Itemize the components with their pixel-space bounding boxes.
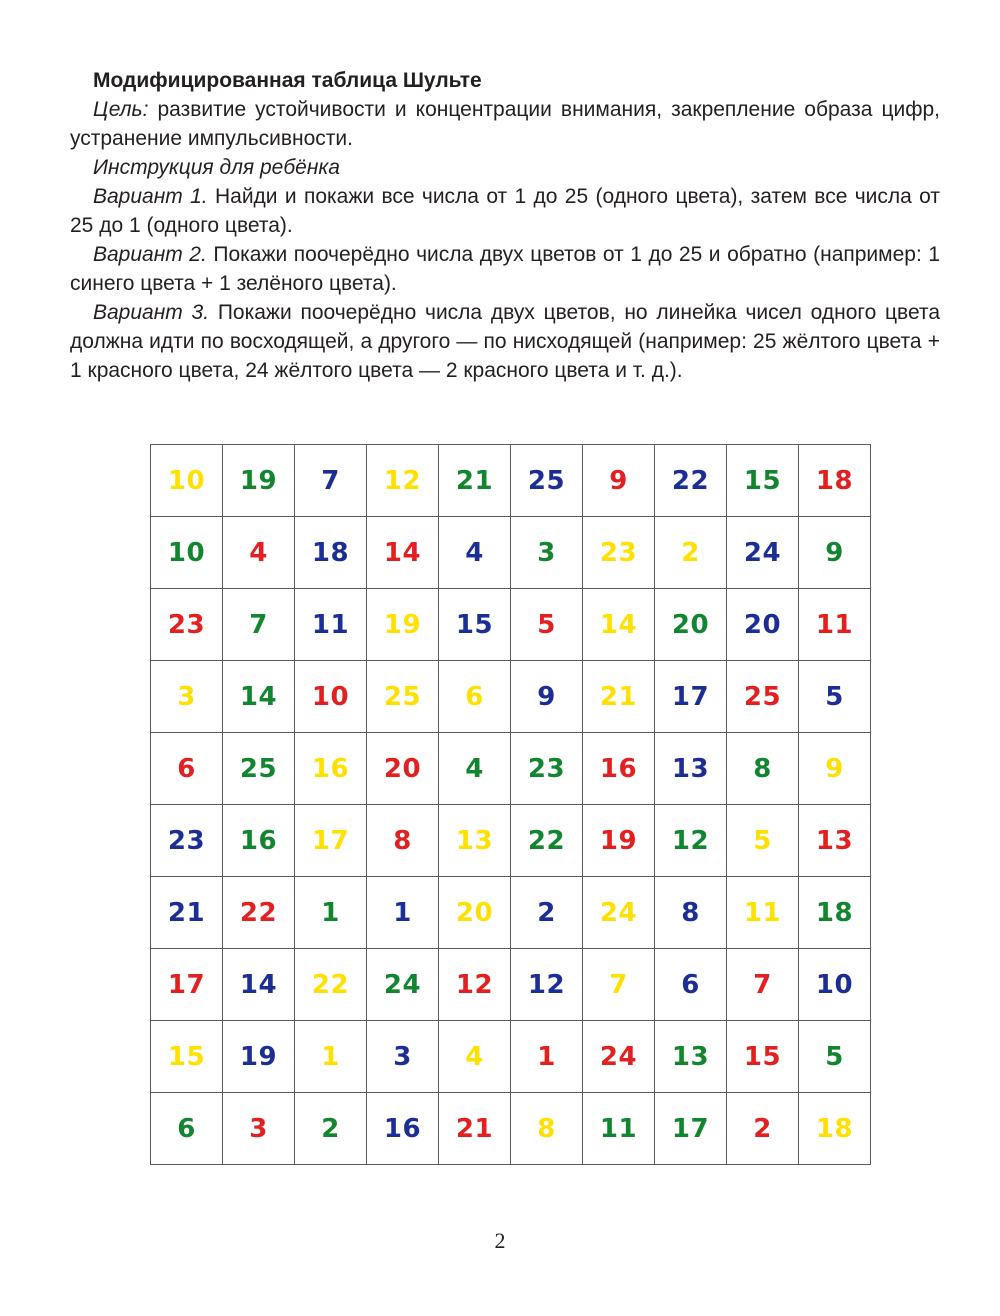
number-cell[interactable]: 25: [367, 661, 439, 733]
number-cell[interactable]: 25: [223, 733, 295, 805]
number-cell[interactable]: 1: [367, 877, 439, 949]
number-cell[interactable]: 17: [295, 805, 367, 877]
number-cell[interactable]: 4: [439, 517, 511, 589]
table-row: [151, 949, 871, 1021]
number-cell[interactable]: 16: [223, 805, 295, 877]
number-cell[interactable]: 7: [295, 445, 367, 517]
number-cell[interactable]: 8: [655, 877, 727, 949]
number-cell[interactable]: 15: [151, 1021, 223, 1093]
variant-3-paragraph: [70, 298, 940, 385]
number-cell[interactable]: 3: [151, 661, 223, 733]
number-cell[interactable]: 6: [151, 733, 223, 805]
table-row: [151, 589, 871, 661]
number-cell[interactable]: 3: [223, 1093, 295, 1165]
number-cell[interactable]: 25: [511, 445, 583, 517]
table-row: [151, 1093, 871, 1165]
number-cell[interactable]: 18: [799, 1093, 871, 1165]
number-cell[interactable]: 17: [655, 661, 727, 733]
number-cell[interactable]: 9: [799, 733, 871, 805]
goal-paragraph: [70, 95, 940, 153]
number-cell[interactable]: 16: [367, 1093, 439, 1165]
number-cell[interactable]: 16: [295, 733, 367, 805]
variant-2-label: Вариант 2.: [93, 243, 207, 266]
variant-1-label: Вариант 1.: [93, 185, 208, 208]
number-cell[interactable]: 13: [655, 1021, 727, 1093]
table-row: [151, 805, 871, 877]
number-cell[interactable]: 19: [583, 805, 655, 877]
number-cell[interactable]: 18: [799, 877, 871, 949]
number-cell[interactable]: 8: [367, 805, 439, 877]
number-cell[interactable]: 12: [655, 805, 727, 877]
number-cell[interactable]: 22: [223, 877, 295, 949]
number-cell[interactable]: 15: [727, 1021, 799, 1093]
number-cell[interactable]: 16: [583, 733, 655, 805]
number-cell[interactable]: 11: [295, 589, 367, 661]
number-cell[interactable]: 6: [151, 1093, 223, 1165]
number-cell[interactable]: 7: [727, 949, 799, 1021]
number-cell[interactable]: 4: [223, 517, 295, 589]
number-cell[interactable]: 14: [583, 589, 655, 661]
number-cell[interactable]: 14: [223, 949, 295, 1021]
number-cell[interactable]: 17: [655, 1093, 727, 1165]
number-cell[interactable]: 6: [439, 661, 511, 733]
number-cell[interactable]: 8: [727, 733, 799, 805]
number-cell[interactable]: 1: [295, 1021, 367, 1093]
number-cell[interactable]: 10: [151, 445, 223, 517]
number-cell[interactable]: 8: [511, 1093, 583, 1165]
number-cell[interactable]: 5: [799, 1021, 871, 1093]
number-cell[interactable]: 11: [583, 1093, 655, 1165]
number-cell[interactable]: 10: [295, 661, 367, 733]
number-cell[interactable]: 2: [511, 877, 583, 949]
number-cell[interactable]: 22: [511, 805, 583, 877]
number-cell[interactable]: 1: [295, 877, 367, 949]
number-cell[interactable]: 2: [655, 517, 727, 589]
number-cell[interactable]: 23: [151, 805, 223, 877]
variant-1-paragraph: [70, 182, 940, 240]
number-cell[interactable]: 15: [727, 445, 799, 517]
number-cell[interactable]: 24: [727, 517, 799, 589]
number-cell[interactable]: 19: [367, 589, 439, 661]
number-cell[interactable]: 19: [223, 445, 295, 517]
instructions-text: [70, 66, 940, 385]
number-cell[interactable]: 21: [439, 445, 511, 517]
number-cell[interactable]: 9: [583, 445, 655, 517]
goal-text: развитие устойчивости и концентрации внимания, закрепление образа цифр, устранение импульсивности.: [70, 98, 940, 150]
number-cell[interactable]: 12: [439, 949, 511, 1021]
number-cell[interactable]: 24: [583, 1021, 655, 1093]
number-cell[interactable]: 24: [583, 877, 655, 949]
number-cell[interactable]: 13: [655, 733, 727, 805]
number-cell[interactable]: 9: [511, 661, 583, 733]
number-cell[interactable]: 7: [583, 949, 655, 1021]
number-cell[interactable]: 3: [367, 1021, 439, 1093]
number-cell[interactable]: 5: [799, 661, 871, 733]
variant-2-paragraph: [70, 240, 940, 298]
number-cell[interactable]: 22: [655, 445, 727, 517]
table-row: [151, 733, 871, 805]
number-cell[interactable]: 12: [367, 445, 439, 517]
number-cell[interactable]: 23: [511, 733, 583, 805]
number-cell[interactable]: 4: [439, 1021, 511, 1093]
variant-3-label: Вариант 3.: [93, 301, 210, 324]
table-row: [151, 1021, 871, 1093]
schulte-table: [150, 444, 871, 1165]
number-cell[interactable]: 11: [727, 877, 799, 949]
number-cell[interactable]: 20: [727, 589, 799, 661]
number-cell[interactable]: 9: [799, 517, 871, 589]
number-cell[interactable]: 25: [727, 661, 799, 733]
number-cell[interactable]: 23: [151, 589, 223, 661]
number-cell[interactable]: 2: [295, 1093, 367, 1165]
number-cell[interactable]: 21: [151, 877, 223, 949]
table-row: [151, 445, 871, 517]
number-cell[interactable]: 19: [223, 1021, 295, 1093]
number-cell[interactable]: 1: [511, 1021, 583, 1093]
number-cell[interactable]: 21: [583, 661, 655, 733]
variant-2-text: Покажи поочерёдно числа двух цветов от 1 до 25 и обратно (например: 1 синего цвета + 1 зелёного цвета).: [70, 243, 940, 295]
number-cell[interactable]: 3: [511, 517, 583, 589]
document-title: Модифицированная таблица Шульте: [93, 69, 482, 92]
number-cell[interactable]: 14: [367, 517, 439, 589]
variant-1-text: Найди и покажи все числа от 1 до 25 (одного цвета), затем все числа от 25 до 1 (одного цвета).: [70, 185, 941, 237]
table-row: [151, 877, 871, 949]
number-cell[interactable]: 15: [439, 589, 511, 661]
number-cell[interactable]: 4: [439, 733, 511, 805]
number-cell[interactable]: 2: [727, 1093, 799, 1165]
number-cell[interactable]: 11: [799, 589, 871, 661]
number-cell[interactable]: 24: [367, 949, 439, 1021]
number-cell[interactable]: 17: [151, 949, 223, 1021]
page-number: 2: [494, 1228, 506, 1253]
goal-label: Цель:: [93, 98, 149, 121]
number-cell[interactable]: 7: [223, 589, 295, 661]
number-cell[interactable]: 22: [295, 949, 367, 1021]
number-cell[interactable]: 12: [511, 949, 583, 1021]
number-cell[interactable]: 14: [223, 661, 295, 733]
number-cell[interactable]: 13: [439, 805, 511, 877]
number-cell[interactable]: 21: [439, 1093, 511, 1165]
number-cell[interactable]: 5: [511, 589, 583, 661]
number-cell[interactable]: 18: [295, 517, 367, 589]
number-cell[interactable]: 20: [439, 877, 511, 949]
number-cell[interactable]: 6: [655, 949, 727, 1021]
number-cell[interactable]: 13: [799, 805, 871, 877]
number-cell[interactable]: 18: [799, 445, 871, 517]
instruction-heading: Инструкция для ребёнка: [93, 156, 340, 179]
table-row: [151, 661, 871, 733]
number-cell[interactable]: 20: [367, 733, 439, 805]
number-cell[interactable]: 5: [727, 805, 799, 877]
number-cell[interactable]: 10: [799, 949, 871, 1021]
number-cell[interactable]: 10: [151, 517, 223, 589]
variant-3-text: Покажи поочерёдно числа двух цветов, но линейка чисел одного цвета должна идти по восходящей, а другого — по нисходящей (например: 25 жёлтого цвета + 1 красного цвета, 24 жёлтого цвета — 2 красного цвета и т. д.).: [70, 301, 941, 382]
number-cell[interactable]: 23: [583, 517, 655, 589]
number-cell[interactable]: 20: [655, 589, 727, 661]
table-row: [151, 517, 871, 589]
